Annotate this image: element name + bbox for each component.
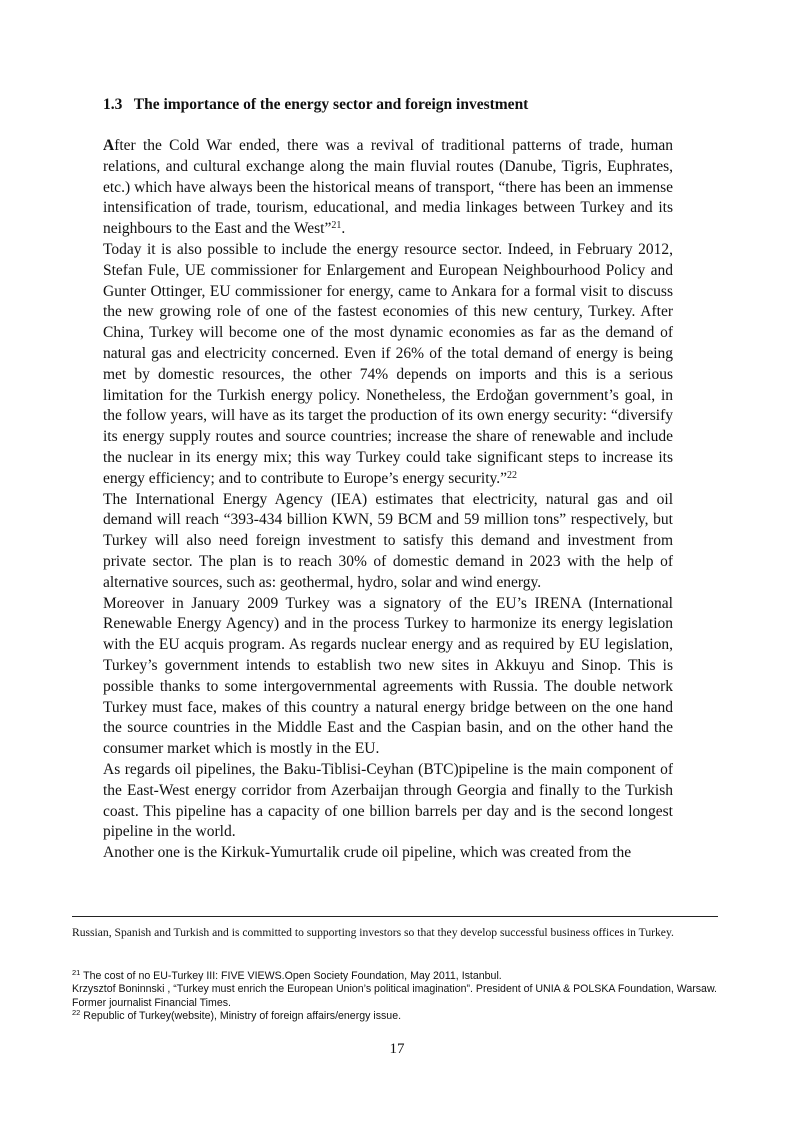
paragraph-2-text: Today it is also possible to include the energy resource sector. Indeed, in February 2012, Stefan Fule, UE commissioner for Enlargement and European Neighbourhood Policy and Gunter Ottinger, EU commissioner for energy, came to Ankara for a formal visit to discuss the new growing role of one of the fastest economies of this new century, Turkey. After China, Turkey will become one of the most dynamic economies as far as the demand of natural gas and electricity concerned. Even if 26% of the total demand of energy is being met by domestic resources, the other 74% depends on imports and this is a serious limitation for the Turkish energy policy. Nonetheless, the Erdoğan government’s goal, in the follow years, will have as its target the production of its own energy security: “diversify its energy supply routes and source countries; increase the share of renewable and include the nuclear in its energy mix; this way Turkey could take significant steps to increase its energy efficiency; and to contribute to Europe’s energy security.” <box>103 240 673 487</box>
footnote-21 <box>72 970 718 983</box>
paragraph-1 <box>103 136 673 240</box>
footnote-21-text: The cost of no EU-Turkey III: FIVE VIEWS.Open Society Foundation, May 2011, Istanbul. <box>80 970 502 982</box>
paragraph-1-text: fter the Cold War ended, there was a revival of traditional patterns of trade, human relations, and cultural exchange along the main fluvial routes (Danube, Tigris, Euphrates, etc.) which have always been the historical means of transport, “there has been an immense intensification of trade, tourism, educational, and media linkages between Turkey and its neighbours to the East and the West” <box>103 137 673 238</box>
drop-letter: A <box>103 137 115 154</box>
footnote-21-line-2: Krzysztof Boninnski , “Turkey must enrich the European Union’s political imagination”. President of UNIA & POLSKA Foundation, Warsaw. Former journalist Financial Times. <box>72 983 717 1009</box>
paragraph-2 <box>103 240 673 490</box>
footnote-ref-21[interactable]: 21 <box>331 220 342 232</box>
paragraph-4: Moreover in January 2009 Turkey was a signatory of the EU’s IRENA (International Renewable Energy Agency) and in the process Turkey to harmonize its energy legislation with the EU acquis program. As regards nuclear energy and as required by EU legislation, Turkey’s government intends to establish two new sites in Akkuyu and Sinop. This is possible thanks to some intergovernmental agreements with Russia. The double network Turkey must face, makes of this country a natural energy bridge between on the one hand the source countries in the Middle East and the Caspian basin, and on the other hand the consumer market which is mostly in the EU. <box>103 594 673 758</box>
footnote-21-marker: 21 <box>72 968 81 977</box>
paragraph-3: The International Energy Agency (IEA) estimates that electricity, natural gas and oil demand will reach “393-434 billion KWN, 59 BCM and 59 million tons” respectively, but Turkey will also need foreign investment to satisfy this demand and investment from private sector. The plan is to reach 30% of domestic demand in 2023 with the help of alternative sources, such as: geothermal, hydro, solar and wind energy. <box>103 490 673 591</box>
paragraph-1-end: . <box>341 220 346 238</box>
body-text <box>103 136 673 864</box>
section-title: The importance of the energy sector and foreign investment <box>133 96 529 113</box>
footnote-ref-22[interactable]: 22 <box>507 469 518 481</box>
section-heading <box>103 96 528 114</box>
footnote-22 <box>72 1010 718 1023</box>
paragraph-5: As regards oil pipelines, the Baku-Tiblisi-Ceyhan (BTC)pipeline is the main component of the East-West energy corridor from Azerbaijan through Georgia and finally to the Turkish coast. This pipeline has a capacity of one billion barrels per day and is the second longest pipeline in the world. <box>103 760 673 841</box>
footnotes <box>72 970 718 1024</box>
section-number: 1.3 <box>103 96 123 113</box>
footnote-22-marker: 22 <box>72 1008 81 1018</box>
paragraph-6: Another one is the Kirkuk-Yumurtalik crude oil pipeline, which was created from the <box>103 844 632 862</box>
footnote-separator <box>72 916 718 917</box>
footnote-continuation: Russian, Spanish and Turkish and is committed to supporting investors so that they develop successful business offices in Turkey. <box>72 926 674 939</box>
footnote-22-text: Republic of Turkey(website), Ministry of foreign affairs/energy issue. <box>80 1010 402 1023</box>
page-number: 17 <box>389 1041 405 1057</box>
